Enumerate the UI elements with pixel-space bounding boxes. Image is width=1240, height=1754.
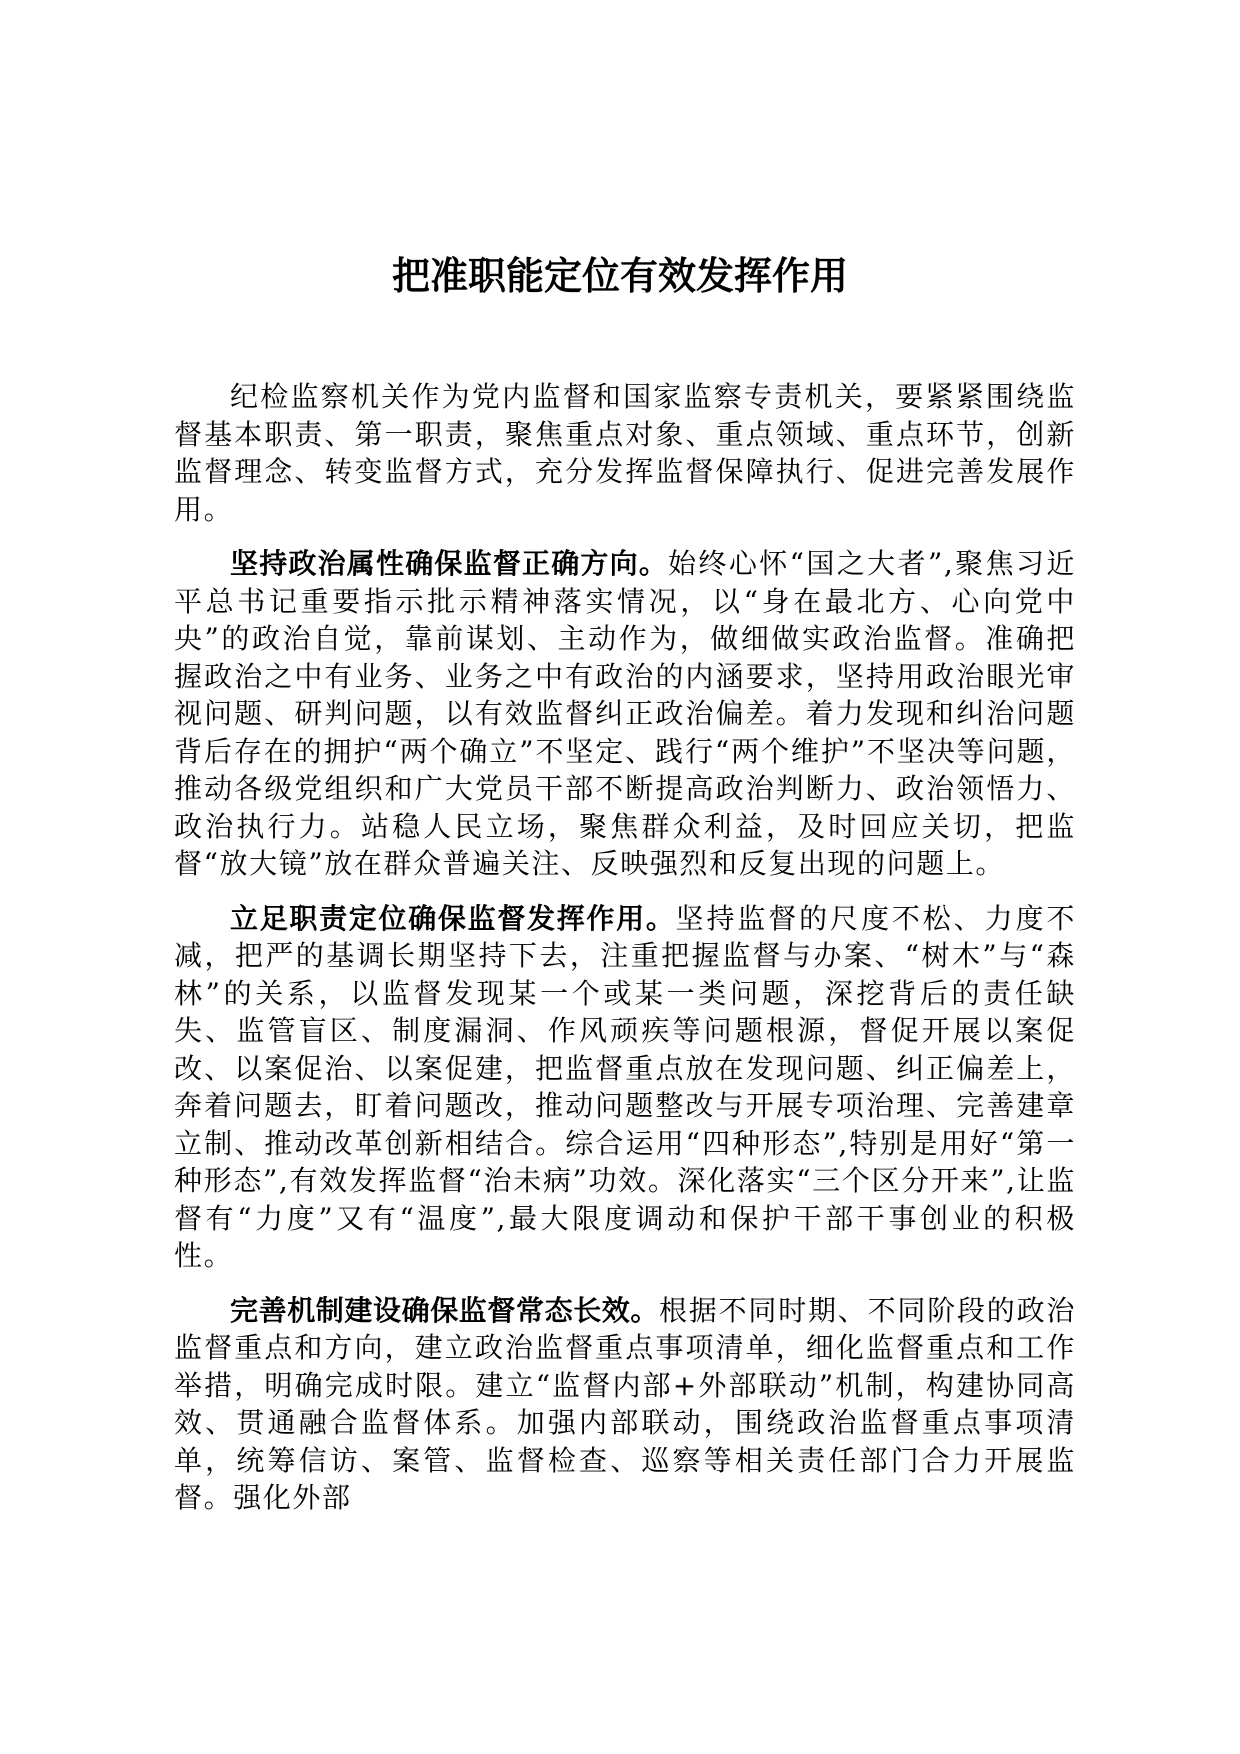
paragraph-text: 根据不同时期、不同阶段的政治监督重点和方向，建立政治监督重点事项清单，细化监督重点和工作举措，明确完成时限。建立“监督内部+外部联动”机制，构建协同高效、贯通融合监督体系。加强内部联动，围绕政治监督重点事项清单，统筹信访、案管、监督检查、巡察等相关责任部门合力开展监督。强化外部 xyxy=(174,1293,1076,1514)
paragraph-text: 坚持监督的尺度不松、力度不减，把严的基调长期坚持下去，注重把握监督与办案、“树木”与“森林”的关系，以监督发现某一个或某一类问题，深挖背后的责任缺失、监管盲区、制度漏洞、作风顽疾等问题根源，督促开展以案促改、以案促治、以案促建，把监督重点放在发现问题、纠正偏差上，奔着问题去，盯着问题改，推动问题整改与开展专项治理、完善建章立制、推动改革创新相结合。综合运用“四种形态”,特别是用好“第一种形态”,有效发挥监督“治未病”功效。深化落实“三个区分开来”,让监督有“力度”又有“温度”,最大限度调动和保护干部干事创业的积极性。 xyxy=(174,901,1076,1272)
paragraph-mechanism-building xyxy=(174,1292,1076,1517)
document-body xyxy=(174,378,1076,1534)
paragraph-role-positioning xyxy=(174,900,1076,1275)
paragraph-text: 纪检监察机关作为党内监督和国家监察专责机关，要紧紧围绕监督基本职责、第一职责，聚焦重点对象、重点领域、重点环节，创新监督理念、转变监督方式，充分发挥监督保障执行、促进完善发展作用。 xyxy=(174,380,1076,526)
paragraph-heading: 完善机制建设确保监督常态长效。 xyxy=(230,1293,659,1327)
paragraph-heading: 坚持政治属性确保监督正确方向。 xyxy=(230,547,669,580)
paragraph-heading: 立足职责定位确保监督发挥作用。 xyxy=(230,901,676,935)
document-title: 把准职能定位有效发挥作用 xyxy=(391,254,848,298)
paragraph-text: 始终心怀“国之大者”,聚焦习近平总书记重要指示批示精神落实情况，以“身在最北方、心向党中央”的政治自觉，靠前谋划、主动作为，做细做实政治监督。准确把握政治之中有业务、业务之中有政治的内涵要求，坚持用政治眼光审视问题、研判问题，以有效监督纠正政治偏差。着力发现和纠治问题背后存在的拥护“两个确立”不坚定、践行“两个维护”不坚决等问题，推动各级党组织和广大党员干部不断提高政治判断力、政治领悟力、政治执行力。站稳人民立场，聚焦群众利益，及时回应关切，把监督“放大镜”放在群众普遍关注、反映强烈和反复出现的问题上。 xyxy=(174,547,1076,880)
paragraph-political-direction xyxy=(174,545,1076,883)
paragraph-intro xyxy=(174,378,1076,528)
